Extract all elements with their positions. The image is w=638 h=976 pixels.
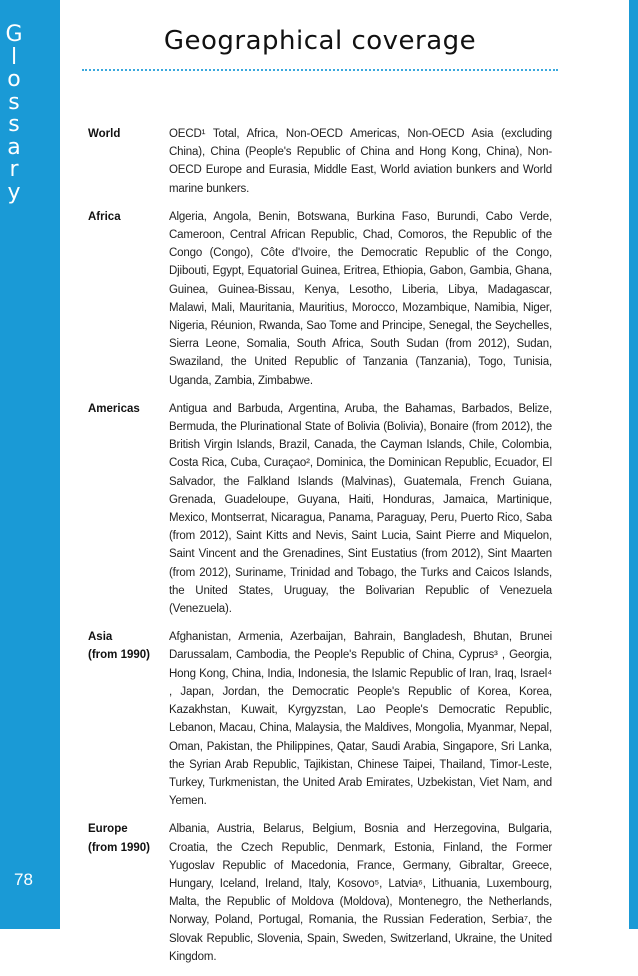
- coverage-entry-asia: [88, 628, 552, 810]
- entry-label-line: Asia: [88, 631, 113, 644]
- entry-label: [88, 400, 169, 618]
- entry-label: [88, 820, 169, 966]
- sidebar-letter: G: [5, 22, 23, 47]
- entry-label-line: (from 1990): [88, 841, 150, 854]
- page-number: 78: [14, 870, 33, 889]
- entry-text: Algeria, Angola, Benin, Botswana, Burkina Faso, Burundi, Cabo Verde, Cameroon, Central African Republic, Chad, Comoros, the Republic of the Congo (Congo), Côte d'Ivoire, the Democratic Republic of the Congo, Djibouti, Egypt, Equatorial Guinea, Eritrea, Ethiopia, Gabon, Gambia, Ghana, Guinea, Guinea-Bissau, Kenya, Lesotho, Liberia, Libya, Madagascar, Malawi, Mali, Mauritania, Mauritius, Morocco, Mozambique, Namibia, Niger, Nigeria, Réunion, Rwanda, Sao Tome and Principe, Senegal, the Seychelles, Sierra Leone, Somalia, South Africa, South Sudan (from 2012), Sudan, Swaziland, the United Republic of Tanzania (Tanzania), Togo, Tunisia, Uganda, Zambia, Zimbabwe.: [169, 210, 552, 387]
- entry-label: [88, 125, 169, 198]
- coverage-entry-europe: [88, 820, 552, 966]
- sidebar-letter: s: [8, 89, 20, 115]
- coverage-entry-world: [88, 125, 552, 198]
- entry-text: OECD¹ Total, Africa, Non-OECD Americas, Non-OECD Asia (excluding China), China (People's Republic of China and Hong Kong, China), Non-OECD Europe and Eurasia, Middle East, World aviation bunkers and World marine bunkers.: [169, 128, 552, 195]
- entry-label-line: Americas: [88, 402, 140, 415]
- entry-text: Antigua and Barbuda, Argentina, Aruba, the Bahamas, Barbados, Belize, Bermuda, the Plurinational State of Bolivia (Bolivia), Bonaire (from 2012), the British Virgin Islands, Brazil, Canada, the Cayman Islands, Chile, Colombia, Costa Rica, Cuba, Curaçao², Dominica, the Dominican Republic, Ecuador, El Salvador, the Falkland Islands (Malvinas), Guatemala, French Guiana, Grenada, Guadeloupe, Guyana, Haiti, Honduras, Jamaica, Martinique, Mexico, Montserrat, Nicaragua, Panama, Paraguay, Peru, Puerto Rico, Saba (from 2012), Saint Kitts and Nevis, Saint Lucia, Saint Pierre and Miquelon, Saint Vincent and the Grenadines, Sint Eustatius (from 2012), Sint Maarten (from 2012), Suriname, Trinidad and Tobago, the Turks and Caicos Islands, the United States, Uruguay, the Bolivarian Republic of Venezuela (Venezuela).: [169, 402, 552, 616]
- glossary-vertical-label: [0, 24, 60, 204]
- entry-label: [88, 628, 169, 810]
- sidebar-letter: a: [7, 134, 21, 160]
- entry-label: [88, 208, 169, 390]
- entry-label-line: (from 1990): [88, 649, 150, 662]
- sidebar-letter: y: [7, 179, 21, 205]
- entry-text: Albania, Austria, Belarus, Belgium, Bosnia and Herzegovina, Bulgaria, Croatia, the Czech Republic, Denmark, Estonia, Finland, the Former Yugoslav Republic of Macedonia, France, Germany, Gibraltar, Greece, Hungary, Iceland, Ireland, Italy, Kosovo⁵, Latvia⁶, Lithuania, Luxembourg, Malta, the Republic of Moldova (Moldova), Montenegro, the Netherlands, Norway, Poland, Portugal, Romania, the Russian Federation, Serbia⁷, the Slovak Republic, Slovenia, Spain, Sweden, Switzerland, Ukraine, the United Kingdom.: [169, 823, 552, 963]
- title-dotted-divider: [82, 69, 558, 71]
- coverage-entry-africa: [88, 208, 552, 390]
- sidebar-letter: s: [8, 112, 20, 137]
- right-edge-bar: [629, 0, 638, 929]
- entry-label-line: World: [88, 128, 121, 140]
- coverage-list: [88, 125, 552, 976]
- glossary-sidebar: [0, 0, 60, 929]
- sidebar-letter: l: [10, 44, 18, 70]
- sidebar-letter: r: [9, 157, 19, 182]
- entry-text: Afghanistan, Armenia, Azerbaijan, Bahrain, Bangladesh, Bhutan, Brunei Darussalam, Cambodia, the People's Republic of China, Cyprus³ , Georgia, Hong Kong, China, India, Indonesia, the Islamic Republic of Iran, Iraq, Israel⁴ , Japan, Jordan, the Democratic People's Republic of Korea, Korea, Kazakhstan, Kuwait, Kyrgyzstan, Lao People's Democratic Republic, Lebanon, Macau, China, Malaysia, the Maldives, Mongolia, Myanmar, Nepal, Oman, Pakistan, the Philippines, Qatar, Saudi Arabia, Singapore, Sri Lanka, the Syrian Arab Republic, Tajikistan, Chinese Taipei, Thailand, Timor-Leste, Turkey, Turkmenistan, the United Arab Emirates, Uzbekistan, Viet Nam, and Yemen.: [169, 631, 552, 808]
- sidebar-letter: o: [7, 67, 21, 92]
- entry-label-line: Africa: [88, 210, 121, 223]
- entry-label-line: Europe: [88, 823, 128, 836]
- page-title: Geographical coverage: [163, 26, 477, 56]
- coverage-entry-americas: [88, 400, 552, 618]
